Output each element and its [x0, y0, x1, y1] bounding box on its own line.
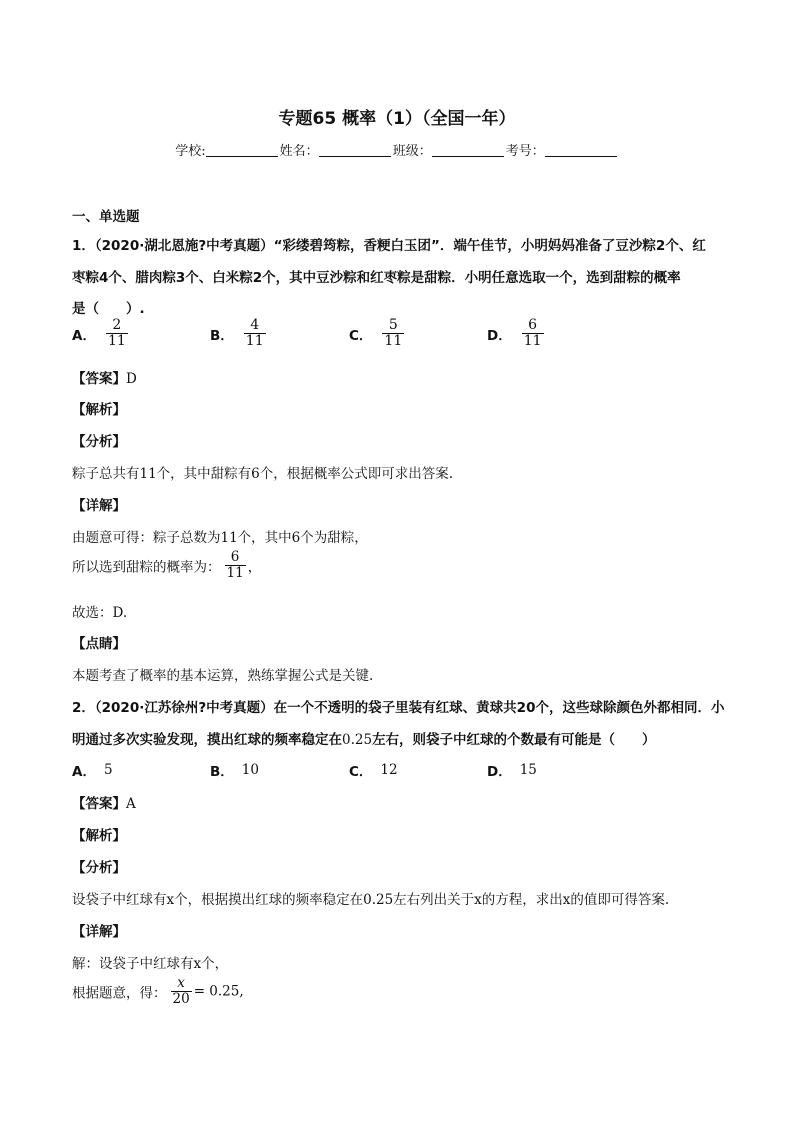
fraction-denominator: 11 — [226, 565, 244, 581]
q1-dianjing-label: 【点睛】 — [72, 636, 126, 652]
q2-detail-fraction — [171, 976, 192, 1007]
fraction-denominator: 11 — [245, 333, 264, 349]
q1-detail-fraction — [225, 550, 246, 581]
q1-option-d-fraction — [522, 318, 544, 349]
q1-stem-line2: 枣粽4个、腊肉粽3个、白米粽2个，其中豆沙粽和红枣粽是甜粽．小明任意选取一个，选到甜粽的概率 — [72, 270, 681, 286]
q1-detail-line1: 由题意可得：粽子总数为11个，其中6个为甜粽， — [72, 530, 368, 546]
q2-stem-line1: 2．（2020·江苏徐州?中考真题）在一个不透明的袋子里装有红球、黄球共20个，这些球除颜色外都相同．小 — [72, 700, 725, 716]
fraction-denominator: 11 — [384, 333, 403, 349]
q1-answer — [72, 367, 137, 387]
q2-stem-line2-pre: 明通过多次实验发现，摸出红球的频率稳定在 — [72, 732, 342, 748]
class-blank — [432, 144, 504, 157]
answer-label: 【答案】 — [72, 796, 126, 812]
q2-option-d-value: 15 — [519, 761, 537, 778]
q2-option-c — [349, 760, 398, 780]
q1-fenxi-label: 【分析】 — [72, 434, 126, 450]
fraction-denominator: 11 — [523, 333, 542, 349]
exam-number-blank — [545, 144, 617, 157]
q1-option-a-fraction — [106, 318, 128, 349]
q1-analysis-label: 【解析】 — [72, 402, 126, 418]
q1-option-c — [349, 318, 404, 349]
q2-stem-line2 — [72, 728, 656, 748]
answer-value: A — [126, 796, 136, 812]
q1-fenxi-text: 粽子总共有11个，其中甜粽有6个，根据概率公式即可求出答案. — [72, 466, 454, 482]
q1-option-a — [72, 318, 128, 349]
q1-detail-line2 — [72, 550, 261, 581]
answer-label: 【答案】 — [72, 371, 126, 387]
q2-detail-label: 【详解】 — [72, 924, 126, 940]
q2-option-c-label: C． — [349, 764, 373, 780]
q2-option-d — [487, 760, 537, 780]
q1-detail-line3: 故选：D. — [72, 605, 128, 621]
fraction-numerator: 4 — [250, 317, 260, 333]
fraction-numerator: 2 — [112, 317, 122, 333]
q1-option-b-fraction — [244, 318, 266, 349]
class-label: 班级： — [392, 144, 432, 159]
student-info-line — [0, 140, 794, 159]
fraction-numerator: x — [177, 975, 185, 991]
q1-option-b — [210, 318, 266, 349]
document-title: 专题65 概率（1）（全国一年） — [278, 109, 516, 129]
q2-option-c-value: 12 — [380, 761, 398, 778]
fraction-denominator: 20 — [172, 991, 190, 1007]
q2-stem-line2-post: 左右，则袋子中红球的个数最有可能是（ ） — [372, 732, 656, 748]
school-blank — [206, 144, 278, 157]
detail-line2-suffix: = 0.25, — [193, 983, 244, 1000]
q2-option-a-label: A． — [72, 764, 96, 780]
q1-option-c-label: C． — [349, 327, 373, 344]
q2-option-b — [210, 760, 259, 780]
q1-option-a-label: A． — [72, 327, 96, 344]
q2-analysis-label: 【解析】 — [72, 828, 126, 844]
q2-detail-line1: 解：设袋子中红球有x个， — [72, 956, 229, 972]
detail-line2-prefix: 根据题意，得： — [72, 985, 167, 1002]
q2-option-a — [72, 760, 113, 780]
q1-stem-line1: 1．（2020·湖北恩施?中考真题）“彩缕碧筠粽，香粳白玉团”．端午佳节，小明妈妈准备了豆沙粽2个、红 — [72, 238, 706, 254]
q2-fenxi-label: 【分析】 — [72, 860, 126, 876]
q1-detail-label: 【详解】 — [72, 498, 126, 514]
name-label: 姓名： — [279, 144, 319, 159]
q1-option-d-label: D． — [487, 327, 512, 344]
q2-stem-line2-value: 0.25 — [342, 732, 373, 748]
answer-value: D — [126, 371, 137, 387]
section-heading: 一、单选题 — [72, 209, 140, 225]
q1-option-b-label: B． — [210, 327, 234, 344]
fraction-denominator: 11 — [107, 333, 126, 349]
q1-stem-line3: 是（ ）. — [72, 301, 145, 317]
detail-line2-prefix: 所以选到甜粽的概率为： — [72, 559, 221, 576]
detail-line2-suffix: ， — [247, 559, 262, 576]
exam-number-label: 考号： — [505, 144, 545, 159]
name-blank — [319, 144, 391, 157]
q2-detail-line2 — [72, 976, 244, 1007]
fraction-numerator: 6 — [528, 317, 538, 333]
q2-option-b-label: B． — [210, 764, 234, 780]
fraction-numerator: 6 — [230, 549, 240, 565]
fraction-numerator: 5 — [388, 317, 398, 333]
q2-option-d-label: D． — [487, 764, 512, 780]
school-label: 学校: — [175, 144, 206, 159]
q2-option-a-value: 5 — [103, 761, 113, 778]
q2-fenxi-text: 设袋子中红球有x个，根据摸出红球的频率稳定在0.25左右列出关于x的方程，求出x的值即可得答案. — [72, 892, 670, 908]
q1-option-d — [487, 318, 544, 349]
q1-option-c-fraction — [382, 318, 404, 349]
q2-answer — [72, 792, 136, 812]
q1-dianjing-text: 本题考查了概率的基本运算，熟练掌握公式是关键. — [72, 668, 374, 684]
q2-option-b-value: 10 — [241, 761, 259, 778]
